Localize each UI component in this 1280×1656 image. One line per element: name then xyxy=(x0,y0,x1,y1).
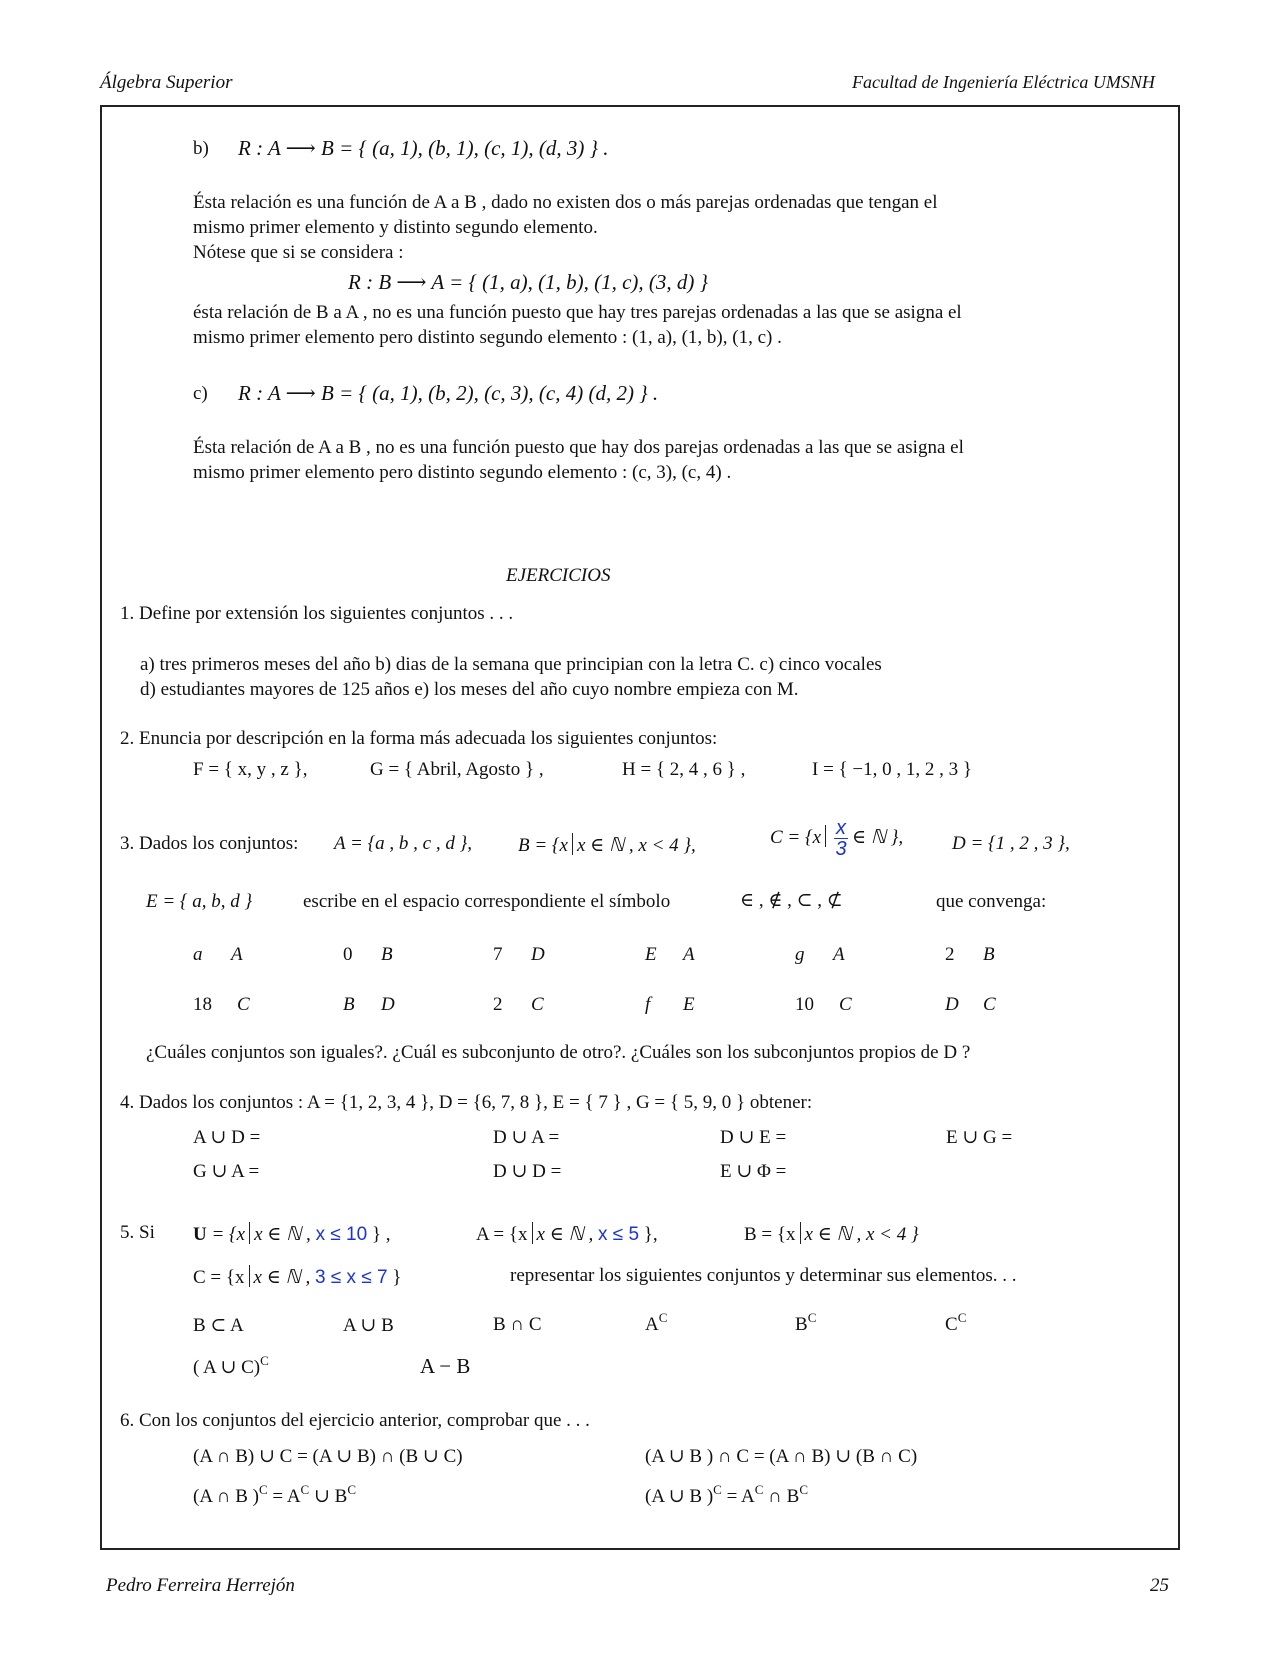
exercise-3-question: ¿Cuáles conjuntos son iguales?. ¿Cuál es subconjunto de otro?. ¿Cuáles son los subconjuntos propios de D ? xyxy=(146,1042,971,1063)
example-b-text4: ésta relación de B a A , no es una función puesto que hay tres parejas ordenadas a las que se asigna el xyxy=(193,302,962,323)
expr: ∩ B xyxy=(768,1486,800,1507)
grid-right-operand: D xyxy=(381,994,395,1015)
set-U5-mid: = {x xyxy=(211,1224,246,1245)
set-C5-pre: C = {x xyxy=(193,1267,245,1288)
set-A5-condition: x ≤ 5 xyxy=(597,1224,640,1245)
such-that-bar xyxy=(249,1265,250,1287)
ex4-op: G ∪ A = xyxy=(193,1161,260,1182)
complement-sup: C xyxy=(799,1482,808,1497)
grid-right-operand: A xyxy=(231,944,243,965)
set-A5-end: }, xyxy=(643,1224,658,1245)
such-that-bar xyxy=(249,1222,250,1244)
set-C3 xyxy=(770,818,903,859)
grid-left-operand: D xyxy=(945,994,959,1015)
such-that-bar xyxy=(532,1222,533,1244)
set-C5-condition: 3 ≤ x ≤ 7 xyxy=(314,1267,388,1288)
identity-right-1: (A ∪ B ) ∩ C = (A ∩ B) ∪ (B ∩ C) xyxy=(645,1446,918,1467)
set-U5-end: } , xyxy=(371,1224,391,1245)
ex5-op-difference: A − B xyxy=(420,1354,471,1378)
exercise-1-line2: d) estudiantes mayores de 125 años e) los meses del año cuyo nombre empieza con M. xyxy=(140,679,799,700)
grid-right-operand: A xyxy=(833,944,845,965)
header-left: Álgebra Superior xyxy=(100,72,233,93)
expr: (A ∩ B ) xyxy=(193,1486,259,1507)
exercise-3-intro: 3. Dados los conjuntos: xyxy=(120,833,299,854)
exercise-5-instruction: representar los siguientes conjuntos y determinar sus elementos. . . xyxy=(510,1265,1017,1286)
example-b-formula: R : A ⟶ B = { (a, 1), (b, 1), (c, 1), (d, 3) } . xyxy=(238,136,609,160)
grid-right-operand: B xyxy=(983,944,995,965)
ex4-op: A ∪ D = xyxy=(193,1127,261,1148)
ex4-op: D ∪ D = xyxy=(493,1161,562,1182)
grid-right-operand: C xyxy=(531,994,544,1015)
exercise-1-title: 1. Define por extensión los siguientes conjuntos . . . xyxy=(120,603,514,624)
set-B5 xyxy=(744,1222,919,1246)
example-c-label: c) xyxy=(193,383,208,404)
exercise-6-title: 6. Con los conjuntos del ejercicio anterior, comprobar que . . . xyxy=(120,1410,590,1431)
set-C5 xyxy=(193,1265,401,1289)
footer-author: Pedro Ferreira Herrejón xyxy=(106,1575,295,1596)
example-b-formula2: R : B ⟶ A = { (1, a), (1, b), (1, c), (3, d) } xyxy=(348,270,709,294)
grid-right-operand: B xyxy=(381,944,393,965)
footer-page-number: 25 xyxy=(1150,1575,1169,1596)
set-name: A xyxy=(645,1314,659,1335)
set-C5-end: } xyxy=(392,1267,402,1288)
example-b-text5: mismo primer elemento pero distinto segundo elemento : (1, a), (1, b), (1, c) . xyxy=(193,327,782,348)
expression: ( A ∪ C) xyxy=(193,1357,261,1378)
set-F: F = { x, y , z }, xyxy=(193,759,308,780)
complement-sup: C xyxy=(957,1310,967,1325)
grid-left-operand: a xyxy=(193,944,203,965)
ex5-op: B ⊂ A xyxy=(193,1315,244,1336)
set-C3-pre: C = {x xyxy=(770,826,822,848)
grid-left-operand: 2 xyxy=(945,944,955,965)
complement-sup: C xyxy=(754,1482,764,1497)
set-I: I = { −1, 0 , 1, 2 , 3 } xyxy=(812,759,972,780)
identity-left-1: (A ∩ B) ∪ C = (A ∪ B) ∩ (B ∪ C) xyxy=(193,1446,463,1467)
complement-sup: C xyxy=(300,1482,310,1497)
grid-left-operand: E xyxy=(645,944,657,965)
grid-right-operand: C xyxy=(237,994,250,1015)
ex4-op: D ∪ A = xyxy=(493,1127,560,1148)
example-c-text1: Ésta relación de A a B , no es una función puesto que hay dos parejas ordenadas a las que se asigna el xyxy=(193,437,964,458)
identity-right-2 xyxy=(645,1482,808,1508)
ex5-op-union-complement xyxy=(193,1353,269,1379)
complement-sup: C xyxy=(258,1482,268,1497)
set-G: G = { Abril, Agosto } , xyxy=(370,759,544,780)
grid-right-operand: E xyxy=(683,994,695,1015)
set-B3-post: x ∈ ℕ , x < 4 }, xyxy=(576,835,696,856)
set-B5-post: x ∈ ℕ , x < 4 } xyxy=(804,1224,919,1245)
set-U5-post: x ∈ ℕ , xyxy=(254,1224,311,1245)
set-A5-post: x ∈ ℕ , xyxy=(536,1224,594,1245)
grid-right-operand: C xyxy=(983,994,996,1015)
ex5-op: B ∩ C xyxy=(493,1314,542,1335)
symbols: ∈ , ∉ , ⊂ , ⊄ xyxy=(740,890,843,911)
exercise-4-title: 4. Dados los conjuntos : A = {1, 2, 3, 4 }, D = {6, 7, 8 }, E = { 7 } , G = { 5, 9, 0 } obtener: xyxy=(120,1092,813,1113)
such-that-bar xyxy=(572,833,573,855)
expr: (A ∪ B ) xyxy=(645,1486,714,1507)
complement-sup: C xyxy=(347,1482,356,1497)
complement-sup: C xyxy=(713,1482,722,1497)
fraction-denominator: 3 xyxy=(835,838,847,860)
ex5-op-complement-C xyxy=(945,1310,967,1336)
grid-left-operand: 18 xyxy=(193,994,212,1015)
set-A3: A = {a , b , c , d }, xyxy=(334,833,472,854)
ex4-op: E ∪ G = xyxy=(946,1127,1013,1148)
exercise-3-instruction: escribe en el espacio correspondiente el símbolo xyxy=(303,891,671,912)
identity-left-2 xyxy=(193,1482,356,1508)
example-c-text2: mismo primer elemento pero distinto segundo elemento : (c, 3), (c, 4) . xyxy=(193,462,732,483)
ex5-op: A ∪ B xyxy=(343,1315,394,1336)
ex4-op: E ∪ Φ = xyxy=(720,1161,787,1182)
grid-right-operand: D xyxy=(531,944,545,965)
set-B5-pre: B = {x xyxy=(744,1224,796,1245)
such-that-bar xyxy=(800,1222,801,1244)
complement-sup: C xyxy=(260,1353,269,1368)
example-c-formula: R : A ⟶ B = { (a, 1), (b, 2), (c, 3), (c, 4) (d, 2) } . xyxy=(238,381,659,405)
such-that-bar xyxy=(825,825,826,847)
ex5-op-complement-A xyxy=(645,1310,668,1336)
example-b-text3: Nótese que si se considera : xyxy=(193,242,404,263)
set-U5 xyxy=(193,1222,391,1246)
fraction-numerator: x xyxy=(836,817,847,839)
grid-left-operand: 7 xyxy=(493,944,503,965)
example-b-text2: mismo primer elemento y distinto segundo elemento. xyxy=(193,217,598,238)
set-B3-pre: B = {x xyxy=(518,835,568,856)
set-B3 xyxy=(518,833,696,857)
fraction xyxy=(834,818,848,859)
set-U5-condition: x ≤ 10 xyxy=(315,1224,368,1245)
grid-right-operand: C xyxy=(839,994,852,1015)
set-U5-name: U xyxy=(193,1224,207,1245)
exercise-3-tail: que convenga: xyxy=(936,891,1047,912)
set-H: H = { 2, 4 , 6 } , xyxy=(622,759,746,780)
header-right: Facultad de Ingeniería Eléctrica UMSNH xyxy=(852,72,1155,92)
exercise-5-number: 5. Si xyxy=(120,1222,155,1243)
grid-right-operand: A xyxy=(683,944,695,965)
expr: = A xyxy=(726,1486,755,1507)
exercise-1-line1: a) tres primeros meses del año b) dias de la semana que principian con la letra C. c) cinco vocales xyxy=(140,654,882,675)
grid-left-operand: 10 xyxy=(795,994,814,1015)
set-A5-pre: A = {x xyxy=(476,1224,528,1245)
complement-sup: C xyxy=(807,1310,817,1325)
set-E3: E = { a, b, d } xyxy=(146,891,253,912)
expr: ∪ B xyxy=(313,1486,348,1507)
expr: = A xyxy=(272,1486,301,1507)
complement-sup: C xyxy=(658,1310,668,1325)
grid-left-operand: B xyxy=(343,994,355,1015)
set-name: B xyxy=(795,1314,808,1335)
example-b-text1: Ésta relación es una función de A a B , dado no existen dos o más parejas ordenadas que tengan el xyxy=(193,192,938,213)
grid-left-operand: 0 xyxy=(343,944,353,965)
set-A5 xyxy=(476,1222,658,1246)
set-C3-post: ∈ ℕ }, xyxy=(852,826,904,848)
grid-left-operand: 2 xyxy=(493,994,503,1015)
set-name: C xyxy=(945,1314,958,1335)
example-b-label: b) xyxy=(193,138,209,159)
grid-left-operand: g xyxy=(795,944,805,965)
set-C5-post: x ∈ ℕ , xyxy=(253,1267,311,1288)
exercise-2-title: 2. Enuncia por descripción en la forma más adecuada los siguientes conjuntos: xyxy=(120,728,718,749)
set-D3: D = {1 , 2 , 3 }, xyxy=(952,833,1070,854)
grid-left-operand: f xyxy=(645,994,651,1015)
section-title: EJERCICIOS xyxy=(506,565,611,586)
ex4-op: D ∪ E = xyxy=(720,1127,787,1148)
ex5-op-complement-B xyxy=(795,1310,817,1336)
